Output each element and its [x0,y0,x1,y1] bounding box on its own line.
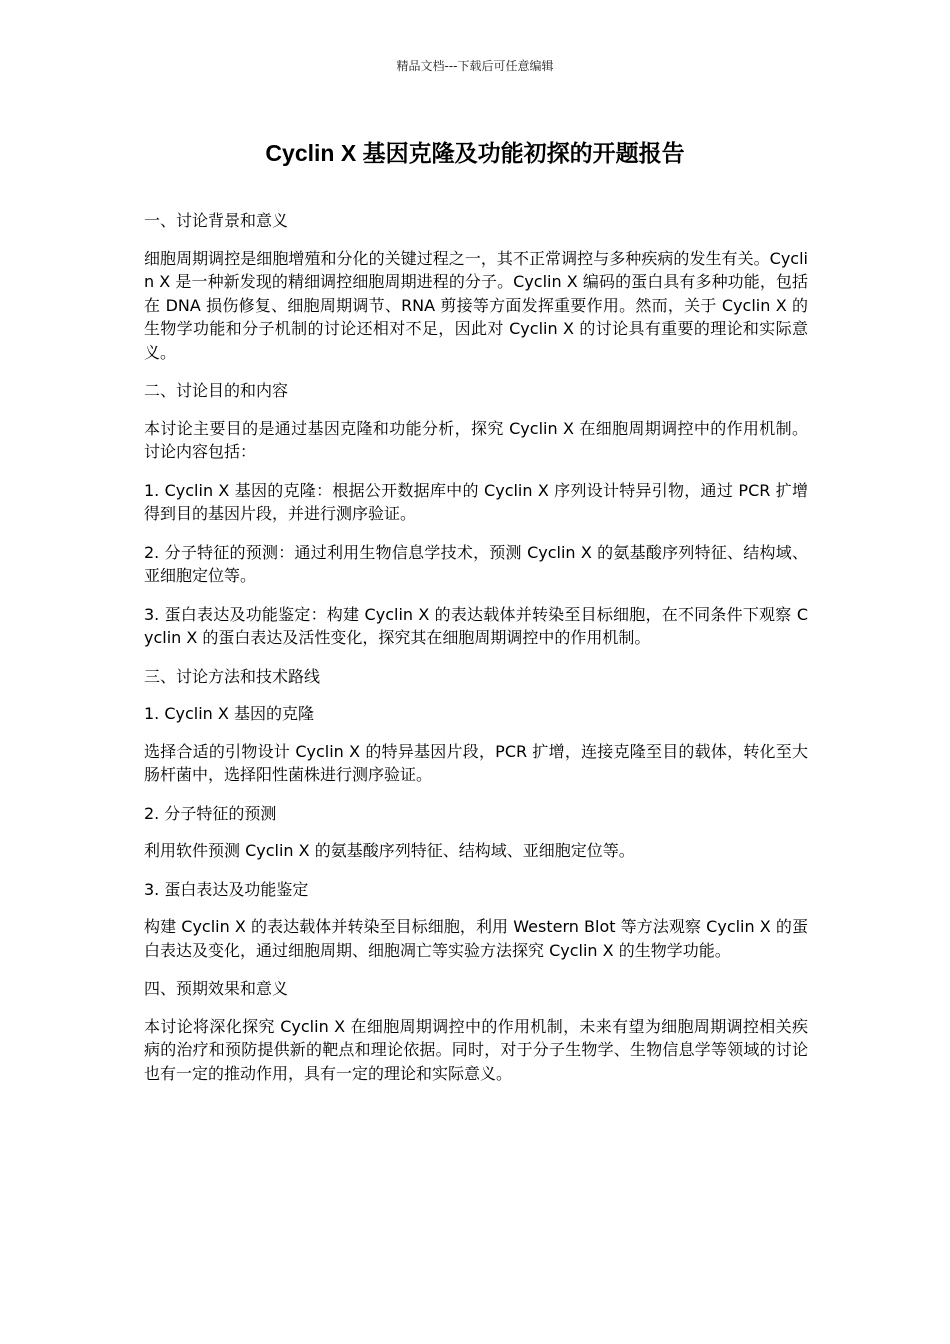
paragraph-purpose-item-2: 2. 分子特征的预测：通过利用生物信息学技术，预测 Cyclin X 的氨基酸序列特征、结构域、亚细胞定位等。 [144,542,808,585]
paragraph-molecular-prediction: 利用软件预测 Cyclin X 的氨基酸序列特征、结构域、亚细胞定位等。 [144,841,635,860]
subheading-molecular-prediction: 2. 分子特征的预测 [144,803,277,823]
section-heading-methods: 三、讨论方法和技术路线 [144,666,321,686]
document-body [144,209,808,1100]
section-heading-expected-results: 四、预期效果和意义 [144,979,289,998]
section-heading-purpose: 二、讨论目的和内容 [144,381,289,400]
paragraph-background: 细胞周期调控是细胞增殖和分化的关键过程之一，其不正常调控与多种疾病的发生有关。Cyclin X 是一种新发现的精细调控细胞周期进程的分子。Cyclin X 编码的蛋白具有多种功能，包括在 DNA 损伤修复、细胞周期调节、RNA 剪接等方面发挥重要作用。然而，关于 Cyclin X 的生物学功能和分子机制的讨论还相对不足，因此对 Cyclin X 的讨论具有重要的理论和实际意义。 [144,248,808,362]
section-heading-background: 一、讨论背景和意义 [144,211,289,230]
subheading-gene-cloning: 1. Cyclin X 基因的克隆 [144,704,314,723]
paragraph-gene-cloning: 选择合适的引物设计 Cyclin X 的特异基因片段，PCR 扩增，连接克隆至目的载体，转化至大肠杆菌中，选择阳性菌株进行测序验证。 [144,741,808,784]
paragraph-expected-results: 本讨论将深化探究 Cyclin X 在细胞周期调控中的作用机制，未来有望为细胞周期调控相关疾病的治疗和预防提供新的靶点和理论依据。同时，对于分子生物学、生物信息学等领域的讨论也有一定的推动作用，具有一定的理论和实际意义。 [144,1016,808,1083]
document-title: Cyclin X 基因克隆及功能初探的开题报告 [265,140,685,166]
paragraph-purpose-intro: 本讨论主要目的是通过基因克隆和功能分析，探究 Cyclin X 在细胞周期调控中的作用机制。讨论内容包括： [144,418,808,461]
subheading-protein-expression: 3. 蛋白表达及功能鉴定 [144,879,309,899]
paragraph-purpose-item-3: 3. 蛋白表达及功能鉴定：构建 Cyclin X 的表达载体并转染至目标细胞，在不同条件下观察 Cyclin X 的蛋白表达及活性变化，探究其在细胞周期调控中的作用机制。 [144,604,808,647]
header-note: 精品文档---下载后可任意编辑 [396,59,554,73]
paragraph-protein-expression: 构建 Cyclin X 的表达载体并转染至目标细胞，利用 Western Blot 等方法观察 Cyclin X 的蛋白表达及变化，通过细胞周期、细胞凋亡等实验方法探究 Cyclin X 的生物学功能。 [144,917,808,960]
paragraph-purpose-item-1: 1. Cyclin X 基因的克隆：根据公开数据库中的 Cyclin X 序列设计特异引物，通过 PCR 扩增得到目的基因片段，并进行测序验证。 [144,480,808,523]
